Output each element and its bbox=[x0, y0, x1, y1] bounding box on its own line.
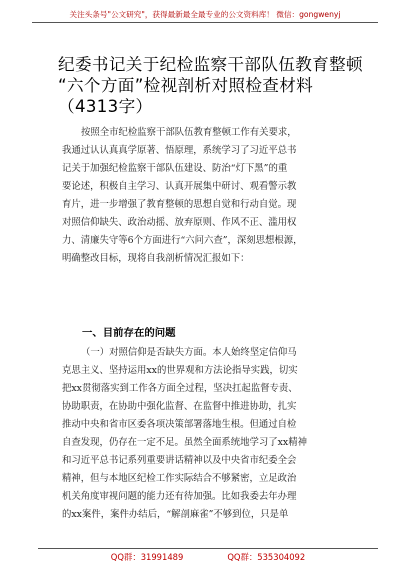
paragraph-line: 我通过认认真真学原著、悟原理，系统学习了习近平总书 bbox=[62, 145, 297, 156]
title-line: 纪委书记关于纪检监察干部队伍教育整顿 bbox=[58, 55, 363, 74]
paragraph-line: 机关角度审视问题的能力还有待加强。比如我委去年办理 bbox=[62, 491, 297, 502]
paragraph-line: 对照信仰缺失、政治动摇、放弃原则、作风不正、滥用权 bbox=[62, 217, 297, 228]
qq-group-1: QQ群：31991489 bbox=[110, 552, 184, 562]
paragraph-line: （一）对照信仰是否缺失方面。本人始终坚定信仰马 bbox=[81, 347, 297, 358]
paragraph-line: 记关于加强纪检监察干部队伍建设、防治“灯下黑”的重 bbox=[62, 163, 288, 174]
page-footer bbox=[38, 548, 378, 565]
paragraph-line: 把xx贯彻落实到工作各方面全过程，坚决扛起监督专责、 bbox=[62, 383, 298, 394]
paragraph-line: 协助职责，在协助中强化监督、在监督中推进协助，扎实 bbox=[62, 401, 297, 412]
qq-group-2: QQ群：535304092 bbox=[227, 552, 306, 562]
paragraph-line: 明确整改目标，现将自我剖析情况汇报如下： bbox=[62, 253, 250, 264]
paragraph-line: 自查发现，仍存在一定不足。虽然全面系统地学习了xx精神 bbox=[62, 437, 307, 448]
paragraph-line: 推动中央和省市区委各项决策部署落地生根。但通过自检 bbox=[62, 419, 297, 430]
header-banner bbox=[32, 6, 378, 23]
section-paragraph bbox=[62, 344, 358, 524]
paragraph-line: 要论述，积极自主学习、认真开展集中研讨、观看警示教 bbox=[62, 181, 297, 192]
intro-paragraph bbox=[62, 124, 358, 268]
title-line: “六个方面”检视剖析对照检查材料 bbox=[58, 76, 314, 95]
paragraph-line: 精神，但与本地区纪检工作实际结合不够紧密，立足政治 bbox=[62, 473, 297, 484]
section-heading: 一、目前存在的问题 bbox=[82, 327, 176, 339]
paragraph-line: 和习近平总书记系列重要讲话精神以及中央省市纪委全会 bbox=[62, 455, 297, 466]
paragraph-line: 按照全市纪检监察干部队伍教育整顿工作有关要求， bbox=[81, 127, 297, 138]
paragraph-line: 的xx案件，案件办结后，“解剖麻雀”不够到位，只是单 bbox=[62, 509, 289, 520]
paragraph-line: 克思主义、坚持运用xx的世界观和方法论指导实践，切实 bbox=[62, 365, 298, 376]
paragraph-line: 育片，进一步增强了教育整顿的思想自觉和行动自觉。现 bbox=[62, 199, 297, 210]
paragraph-line: 力、清廉失守等6个方面进行“六问六查”，深刻思想根源， bbox=[62, 235, 303, 246]
banner-text: 关注头条号"公文研究"，获得最新最全最专业的公文资料库！ 微信：gongwenyj bbox=[69, 9, 341, 19]
document-title bbox=[58, 54, 363, 117]
title-line: （4313字） bbox=[58, 97, 153, 116]
